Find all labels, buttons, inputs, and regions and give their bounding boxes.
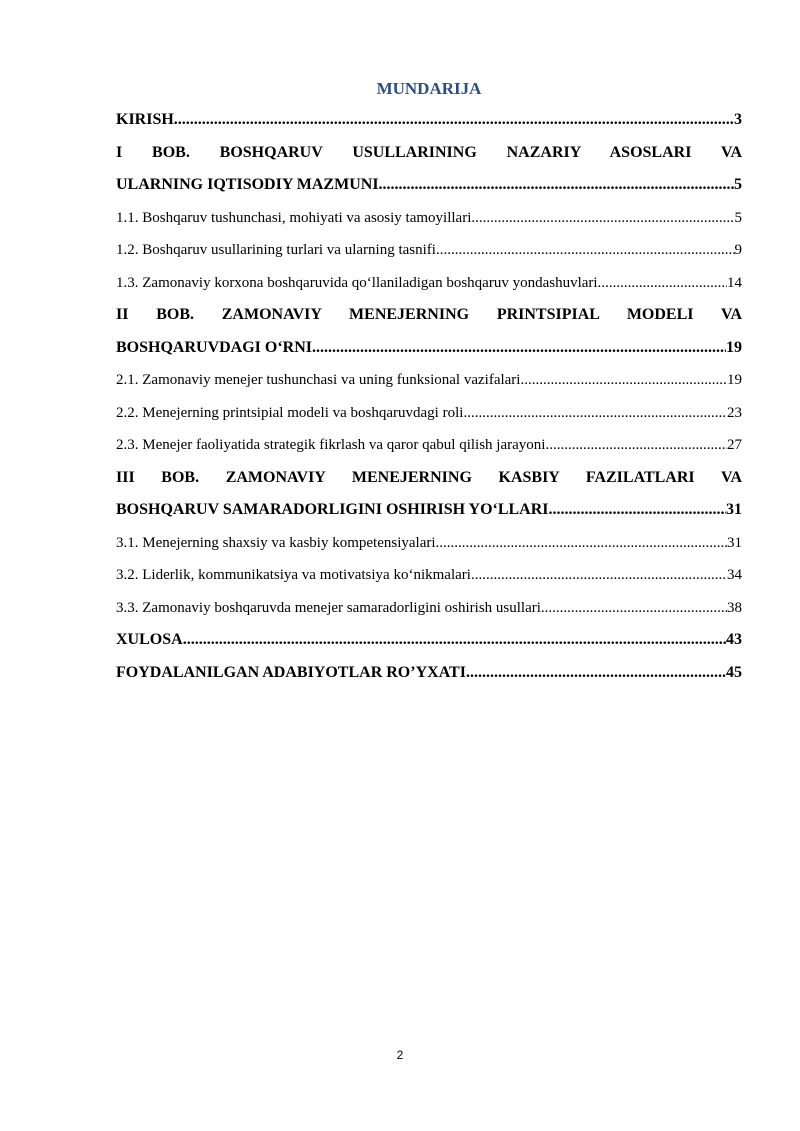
toc-entry-label: 3.3. Zamonaviy boshqaruvda menejer samaradorligini oshirish usullari (116, 599, 541, 616)
toc-leader-dots (471, 202, 734, 235)
toc-entry-chapter-3[interactable] (116, 462, 742, 527)
toc-entry-label: 2.3. Menejer faoliyatida strategik fikrlash va qaror qabul qilish jarayoni (116, 437, 546, 453)
toc-leader-dots (471, 559, 727, 592)
toc-page-number: 5 (734, 209, 742, 226)
toc-entry-section-2-1[interactable] (116, 364, 742, 397)
toc-leader-dots (379, 169, 734, 202)
toc-entry-section-3-1[interactable] (116, 527, 742, 560)
toc-leader-dots (436, 527, 727, 560)
toc-entry-label: 2.2. Menejerning printsipial modeli va boshqaruvdagi roli (116, 404, 464, 421)
toc-page-number: 31 (727, 534, 742, 551)
toc-entry-section-2-2[interactable] (116, 397, 742, 430)
toc-leader-dots (541, 592, 727, 625)
toc-entry-label: XULOSA (116, 631, 183, 648)
toc-chapter-heading-line2 (116, 332, 742, 365)
toc-leader-dots (601, 267, 727, 300)
toc-entry-label: 1.1. Boshqaruv tushunchasi, mohiyati va asosiy tamoyillari (116, 209, 472, 226)
toc-entry-section-3-3[interactable] (116, 592, 742, 625)
toc-entry-label: 3.1. Menejerning shaxsiy va kasbiy kompetensiyalari (116, 534, 436, 551)
toc-leader-dots (312, 332, 726, 365)
toc-entry-label: BOSHQARUV SAMARADORLIGINI OSHIRISH YO‘LLARI (116, 501, 549, 518)
toc-entry-references[interactable] (116, 657, 742, 690)
toc-entry-label: FOYDALANILGAN ADABIYOTLAR RO’YXATI (116, 663, 466, 681)
toc-entry-kirish[interactable] (116, 104, 742, 137)
toc-leader-dots (520, 364, 727, 397)
toc-entry-chapter-1[interactable] (116, 137, 742, 202)
toc-entry-section-1-1[interactable] (116, 202, 742, 235)
toc-page-number: 34 (727, 567, 742, 583)
toc-leader-dots (545, 429, 727, 462)
toc-page-number: 27 (727, 437, 742, 453)
toc-entry-label: 2.1. Zamonaviy menejer tushunchasi va uning funksional vazifalari (116, 372, 521, 388)
toc-page-number: 43 (726, 631, 742, 648)
toc-entry-chapter-2[interactable] (116, 299, 742, 364)
toc-chapter-heading-line1: I BOB. BOSHQARUV USULLARINING NAZARIY ASOSLARI VA (116, 143, 742, 161)
toc-title: MUNDARIJA (376, 79, 482, 98)
toc-entry-xulosa[interactable] (116, 624, 742, 657)
toc-page-number: 3 (734, 111, 742, 128)
toc-leader-dots (174, 104, 734, 137)
toc-leader-dots (463, 397, 727, 430)
toc-page-number: 19 (727, 372, 742, 388)
toc-entry-section-1-2[interactable] (116, 234, 742, 267)
toc-entry-label: 1.2. Boshqaruv usullarining turlari va ularning tasnifi (116, 242, 436, 258)
toc-chapter-heading-line1: II BOB. ZAMONAVIY MENEJERNING PRINTSIPIAL MODELI VA (116, 306, 742, 323)
page-number-footer: 2 (396, 1048, 404, 1062)
toc-page-number: 14 (727, 274, 742, 291)
toc-entry-label: BOSHQARUVDAGI O‘RNI (116, 338, 313, 356)
toc-entry-section-1-3[interactable] (116, 267, 742, 300)
toc-page-number: 31 (726, 501, 742, 518)
toc-leader-dots (466, 657, 726, 690)
document-page (116, 74, 742, 689)
toc-page-number: 9 (734, 242, 742, 258)
toc-chapter-heading-line1: III BOB. ZAMONAVIY MENEJERNING KASBIY FAZILATLARI VA (116, 468, 742, 486)
toc-page-number: 45 (726, 663, 742, 681)
toc-entry-label: 3.2. Liderlik, kommunikatsiya va motivatsiya ko‘nikmalari (116, 567, 471, 583)
toc-list (116, 104, 742, 689)
toc-leader-dots (183, 624, 726, 657)
toc-chapter-heading-line2 (116, 169, 742, 202)
toc-page-number: 19 (726, 338, 742, 356)
toc-entry-label: ULARNING IQTISODIY MAZMUNI (116, 176, 379, 193)
toc-page-number: 5 (734, 176, 742, 193)
toc-entry-label: 1.3. Zamonaviy korxona boshqaruvida qo‘llaniladigan boshqaruv yondashuvlari. (116, 274, 602, 291)
toc-leader-dots (436, 234, 735, 267)
toc-entry-label: KIRISH (116, 111, 174, 128)
toc-entry-section-2-3[interactable] (116, 429, 742, 462)
toc-page-number: 38 (727, 599, 742, 616)
toc-entry-section-3-2[interactable] (116, 559, 742, 592)
toc-leader-dots (549, 494, 726, 527)
toc-page-number: 23 (727, 404, 742, 421)
toc-chapter-heading-line2 (116, 494, 742, 527)
